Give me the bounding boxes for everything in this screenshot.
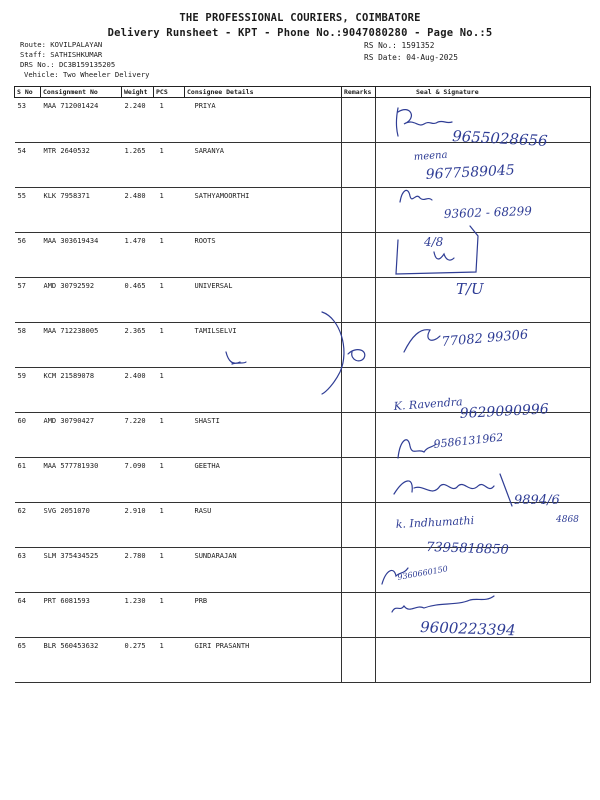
signature-62-phone-a: 9894/6 — [514, 493, 560, 508]
row-consignee: UNIVERSAL — [185, 278, 342, 323]
row-signature-cell — [376, 413, 591, 458]
table-row — [15, 548, 591, 593]
row-weight: 2.480 — [122, 188, 154, 233]
meta-left — [20, 40, 150, 80]
row-sno: 65 — [15, 638, 41, 683]
row-consignee — [185, 368, 342, 413]
row-sno: 57 — [15, 278, 41, 323]
row-pcs: 1 — [154, 98, 185, 143]
row-consignee: SHASTI — [185, 413, 342, 458]
row-sno: 54 — [15, 143, 41, 188]
row-remarks — [342, 188, 376, 233]
row-consignment: SLM 375434525 — [41, 548, 122, 593]
row-signature-cell — [376, 548, 591, 593]
row-consignment: SVG 2051070 — [41, 503, 122, 548]
row-pcs: 1 — [154, 638, 185, 683]
col-header-consignment: Consignment No — [41, 87, 122, 98]
row-pcs: 1 — [154, 188, 185, 233]
signature-55-phone: 93602 - 68299 — [443, 203, 533, 221]
table-row — [15, 143, 591, 188]
row-sno: 61 — [15, 458, 41, 503]
runsheet-table — [14, 86, 591, 683]
row-remarks — [342, 593, 376, 638]
row-signature-cell — [376, 143, 591, 188]
signature-59-phone: 77082 99306 — [441, 327, 529, 350]
row-signature-cell — [376, 458, 591, 503]
row-remarks — [342, 503, 376, 548]
vehicle-text: Vehicle: Two Wheeler Delivery — [24, 70, 150, 79]
meta-right — [364, 40, 458, 64]
table-row — [15, 638, 591, 683]
row-consignee: GIRI PRASANTH — [185, 638, 342, 683]
table-row — [15, 278, 591, 323]
table-row — [15, 593, 591, 638]
col-header-weight: Weight — [122, 87, 154, 98]
table-row — [15, 458, 591, 503]
signature-56-date: 4/8 — [424, 235, 444, 249]
row-signature-cell — [376, 368, 591, 413]
row-consignment: AMD 30790427 — [41, 413, 122, 458]
row-remarks — [342, 368, 376, 413]
row-remarks — [342, 638, 376, 683]
row-remarks — [342, 143, 376, 188]
table-row — [15, 188, 591, 233]
signature-61-phone: 9586131962 — [432, 430, 504, 451]
signature-54-name: meena — [413, 149, 448, 163]
row-weight: 0.465 — [122, 278, 154, 323]
row-remarks — [342, 413, 376, 458]
rs-date: RS Date: 04-Aug-2025 — [364, 53, 458, 62]
row-consignee: TAMILSELVI — [185, 323, 342, 368]
col-header-remarks: Remarks — [342, 87, 376, 98]
signature-65-phone: 9600223394 — [419, 618, 516, 640]
row-remarks — [342, 278, 376, 323]
row-sno: 63 — [15, 548, 41, 593]
row-signature-cell — [376, 278, 591, 323]
page-subtitle: Delivery Runsheet - KPT - Phone No.:9047080280 - Page No.:5 — [107, 27, 493, 39]
row-weight: 2.400 — [122, 368, 154, 413]
row-consignee: PRIYA — [185, 98, 342, 143]
table-row — [15, 233, 591, 278]
row-pcs: 1 — [154, 368, 185, 413]
row-consignment: MAA 577781930 — [41, 458, 122, 503]
row-consignment: AMD 30792592 — [41, 278, 122, 323]
drs-text: DRS No.: DC3B159135205 — [20, 60, 116, 69]
table-header-row — [15, 87, 591, 98]
row-pcs: 1 — [154, 278, 185, 323]
signature-63-name: k. Indhumathi — [395, 513, 475, 531]
row-consignee: SARANYA — [185, 143, 342, 188]
row-signature-cell — [376, 98, 591, 143]
row-weight: 2.240 — [122, 98, 154, 143]
staff-text: Staff: SATHISHKUMAR — [20, 50, 103, 59]
row-consignee: PRB — [185, 593, 342, 638]
table-row — [15, 413, 591, 458]
row-consignment: KCM 21589078 — [41, 368, 122, 413]
row-pcs: 1 — [154, 143, 185, 188]
row-consignment: BLR 560453632 — [41, 638, 122, 683]
row-weight: 0.275 — [122, 638, 154, 683]
row-weight: 1.470 — [122, 233, 154, 278]
row-sno: 59 — [15, 368, 41, 413]
row-sno: 62 — [15, 503, 41, 548]
row-consignment: MAA 303619434 — [41, 233, 122, 278]
row-consignment: KLK 7958371 — [41, 188, 122, 233]
row-remarks — [342, 98, 376, 143]
row-signature-cell — [376, 323, 591, 368]
row-consignee: GEETHA — [185, 458, 342, 503]
row-signature-cell — [376, 188, 591, 233]
row-signature-cell — [376, 503, 591, 548]
signature-54-phone: 9677589045 — [425, 162, 516, 183]
row-pcs: 1 — [154, 413, 185, 458]
row-signature-cell — [376, 233, 591, 278]
row-weight: 1.230 — [122, 593, 154, 638]
row-signature-cell — [376, 638, 591, 683]
row-weight: 2.780 — [122, 548, 154, 593]
signature-60-phone: 9629090996 — [459, 401, 550, 422]
row-pcs: 1 — [154, 323, 185, 368]
row-weight: 7.090 — [122, 458, 154, 503]
row-pcs: 1 — [154, 233, 185, 278]
row-remarks — [342, 323, 376, 368]
row-signature-cell — [376, 593, 591, 638]
signature-62-phone-b: 4868 — [556, 515, 579, 525]
row-sno: 56 — [15, 233, 41, 278]
table-row — [15, 98, 591, 143]
signature-53-phone: 9655028656 — [451, 127, 549, 150]
row-sno: 55 — [15, 188, 41, 233]
row-consignee: SATHYAMOORTHI — [185, 188, 342, 233]
row-pcs: 1 — [154, 458, 185, 503]
row-remarks — [342, 458, 376, 503]
row-pcs: 1 — [154, 548, 185, 593]
row-sno: 60 — [15, 413, 41, 458]
row-weight: 2.910 — [122, 503, 154, 548]
col-header-pcs: PCS — [154, 87, 185, 98]
row-consignee: RASU — [185, 503, 342, 548]
table-row — [15, 503, 591, 548]
row-consignment: MAA 712001424 — [41, 98, 122, 143]
row-remarks — [342, 548, 376, 593]
page-title: THE PROFESSIONAL COURIERS, COIMBATORE — [179, 12, 421, 24]
table-row — [15, 368, 591, 413]
row-remarks — [342, 233, 376, 278]
row-consignment: MAA 712238005 — [41, 323, 122, 368]
route-text: Route: KOVILPALAYAN — [20, 40, 103, 49]
table-row — [15, 323, 591, 368]
row-weight: 1.265 — [122, 143, 154, 188]
signature-63-phone: 7395818850 — [425, 540, 510, 558]
signature-57-mark: T/U — [456, 280, 484, 298]
rs-number: RS No.: 1591352 — [364, 41, 435, 50]
signature-60-name: K. Ravendra — [393, 395, 464, 413]
row-sno: 53 — [15, 98, 41, 143]
row-consignee: SUNDARAJAN — [185, 548, 342, 593]
col-header-consignee: Consignee Details — [185, 87, 342, 98]
col-header-signature: Seal & Signature — [376, 87, 591, 98]
row-consignment: MTR 2640532 — [41, 143, 122, 188]
row-sno: 64 — [15, 593, 41, 638]
row-consignment: PRT 6081593 — [41, 593, 122, 638]
row-pcs: 1 — [154, 503, 185, 548]
row-consignee: ROOTS — [185, 233, 342, 278]
row-sno: 58 — [15, 323, 41, 368]
row-weight: 2.365 — [122, 323, 154, 368]
row-pcs: 1 — [154, 593, 185, 638]
row-weight: 7.220 — [122, 413, 154, 458]
signature-64-phone: 9360660150 — [396, 564, 449, 582]
col-header-sno: S No — [15, 87, 41, 98]
